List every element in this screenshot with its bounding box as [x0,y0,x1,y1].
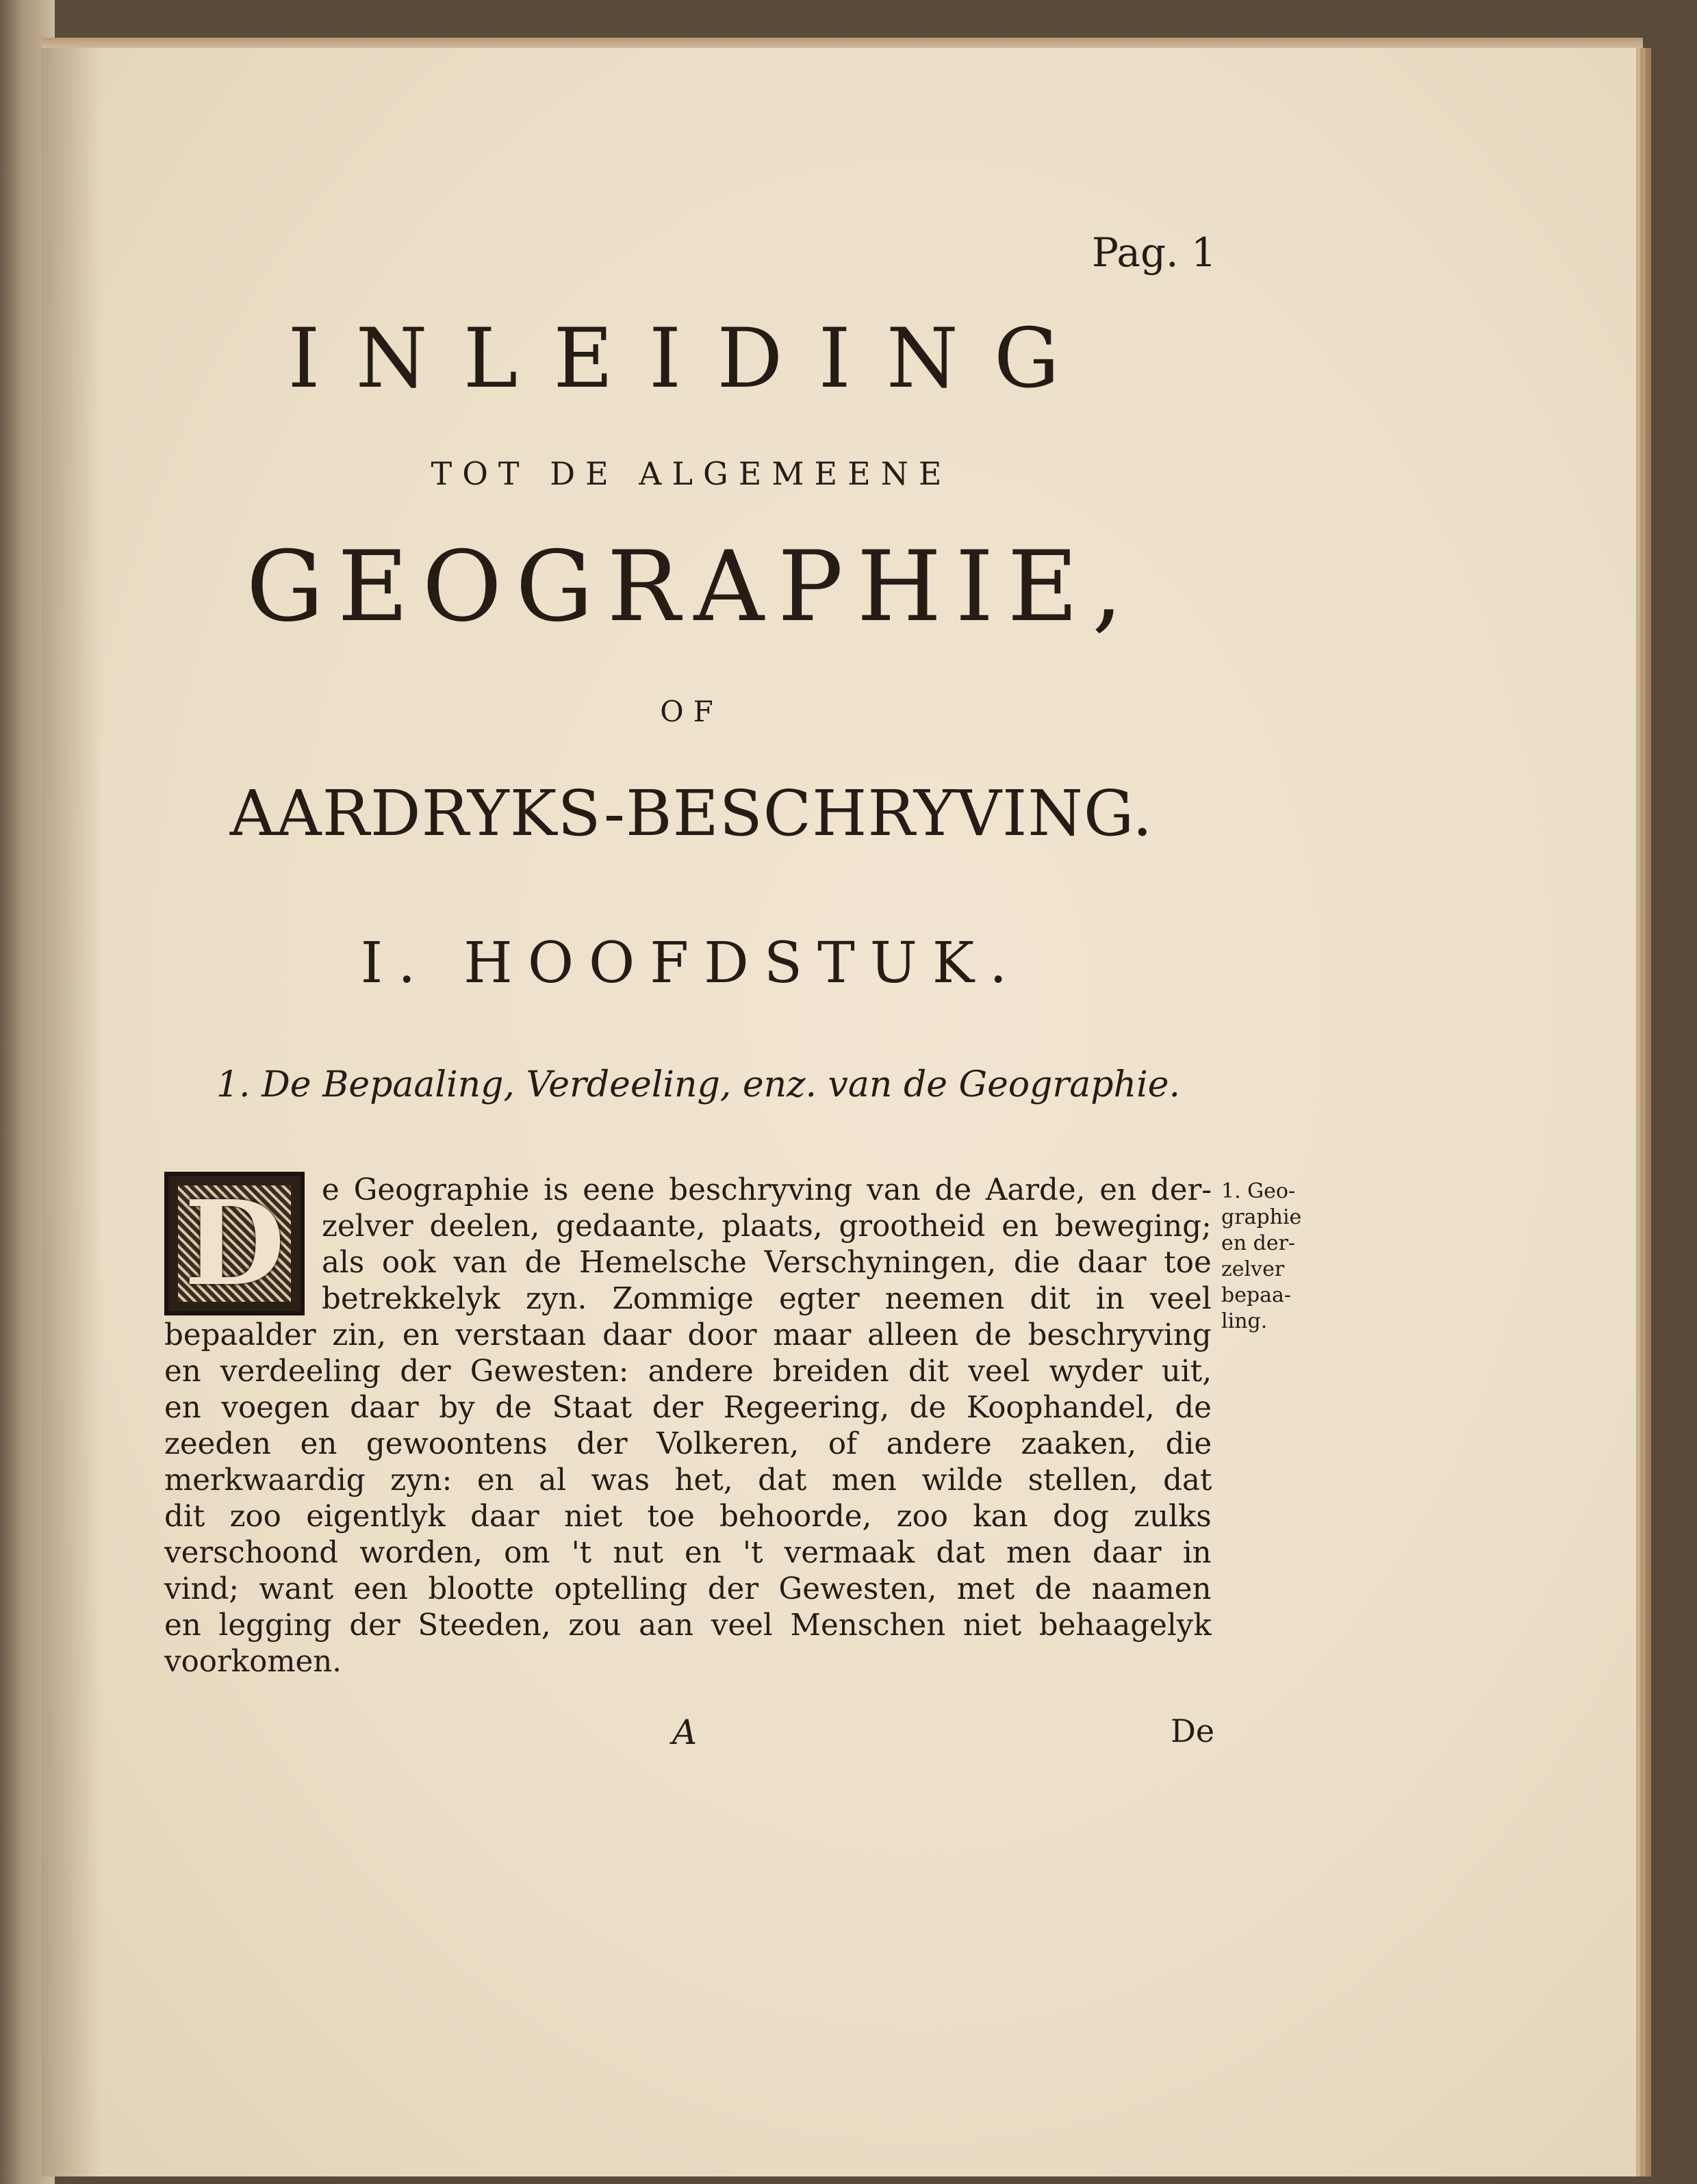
page-number: Pag. 1 [1092,229,1216,276]
body-line: merkwaardig zyn: en al was het, dat men wilde stellen, dat [164,1463,1212,1498]
body-line: als ook van de Hemelsche Verschyningen, die daar toe [322,1246,1212,1280]
body-line: e Geographie is eene beschryving van de Aarde, en der- [322,1173,1212,1207]
body-line: zelver deelen, gedaante, plaats, grootheid en beweging; [322,1209,1212,1244]
margin-note-line: graphie [1221,1205,1302,1229]
section-heading: 1. De Bepaaling, Verdeeling, enz. van de Geographie. [216,1064,1181,1105]
title-geographie: GEOGRAPHIE, [246,530,1137,643]
drop-cap-letter: D [183,1175,285,1312]
chapter-heading: I. HOOFDSTUK. [360,931,1023,996]
body-line: dit zoo eigentlyk daar niet toe behoorde, zoo kan dog zulks [164,1500,1212,1534]
body-line: en legging der Steeden, zou aan veel Menschen niet behaagelyk [164,1608,1212,1643]
body-line: bepaalder zin, en verstaan daar door maar alleen de beschryving [164,1318,1212,1352]
title-aardryks: AARDRYKS-BESCHRYVING. [229,777,1153,850]
body-line: en voegen daar by de Staat der Regeering, de Koophandel, de [164,1391,1212,1425]
body-line: en verdeeling der Gewesten: andere breiden dit veel wyder uit, [164,1354,1212,1389]
margin-note-line: en der- [1221,1231,1296,1255]
title-of: OF [660,695,723,728]
margin-note-line: 1. Geo- [1221,1179,1296,1203]
margin-note [1221,1179,1338,1335]
body-line: betrekkelyk zyn. Zommige egter neemen dit in veel [322,1282,1212,1316]
catchword: De [1171,1712,1215,1749]
body-line: zeeden en gewoontens der Volkeren, of andere zaaken, die [164,1427,1212,1461]
title-inleiding: INLEIDING [288,311,1095,407]
margin-note-line: bepaa- [1221,1283,1292,1307]
drop-cap [164,1172,305,1315]
margin-note-line: ling. [1221,1309,1268,1333]
body-line: voorkomen. [164,1645,342,1679]
title-subline: TOT DE ALGEMEENE [431,455,952,492]
margin-note-line: zelver [1221,1257,1285,1281]
gutter-shadow [41,48,103,2176]
signature-mark: A [672,1712,698,1752]
body-line: vind; want een blootte optelling der Gewesten, met de naamen [164,1572,1212,1606]
body-line: verschoond worden, om 't nut en 't vermaak dat men daar in [164,1536,1212,1570]
